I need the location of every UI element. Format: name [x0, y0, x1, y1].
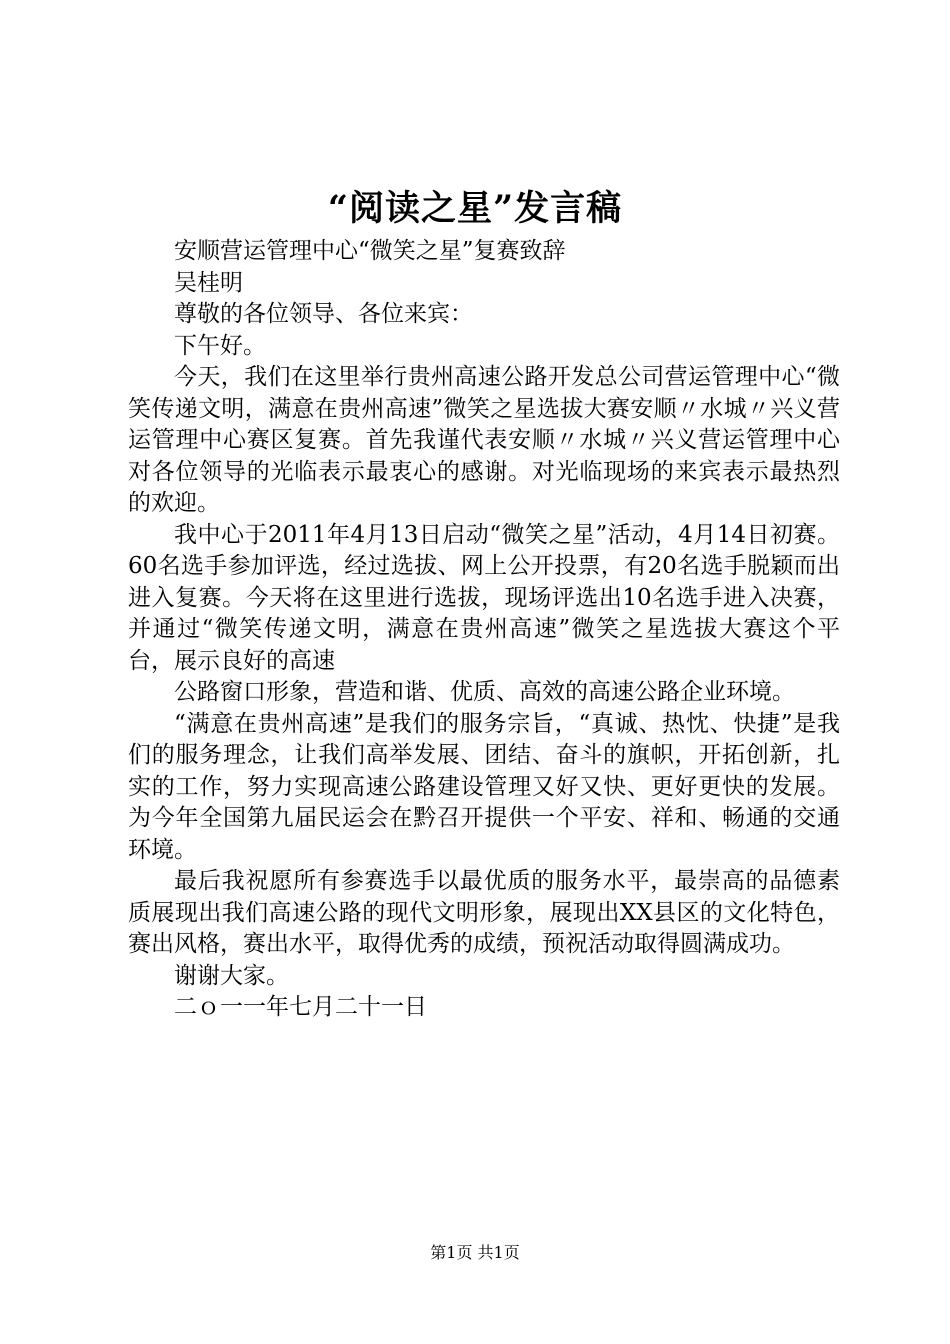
- date-line: 二ｏ一一年七月二十一日: [174, 994, 427, 1020]
- paragraph-service-purpose: “满意在贵州高速”是我们的服务宗旨，“真诚、热忱、快捷”是我们的服务理念，让我们高举发展、团结、奋斗的旗帜，开拓创新，扎实的工作，努力实现高速公路建设管理又好又快、更好更快的发展。为今年全国第九届民运会在黔召开提供一个平安、祥和、畅通的交通环境。: [128, 710, 840, 863]
- subtitle-line: 安顺营运管理中心“微笑之星”复赛致辞: [174, 238, 566, 264]
- author-line: 吴桂明: [174, 269, 243, 296]
- greeting-line: 下午好。: [174, 332, 266, 359]
- document-body: [128, 236, 840, 1024]
- paragraph-opening: 今天，我们在这里举行贵州高速公路开发总公司营运管理中心“微笑传递文明，满意在贵州高速”微笑之星选拔大赛安顺〃水城〃兴义营运管理中心赛区复赛。首先我谨代表安顺〃水城〃兴义营运管理中心对各位领导的光临表示最衷心的感谢。对光临现场的来宾表示最热烈的欢迎。: [128, 364, 840, 516]
- paragraph-event-info-cont: 公路窗口形象，营造和谐、优质、高效的高速公路企业环境。: [174, 679, 795, 705]
- paragraph-event-info: 我中心于2011年4月13日启动“微笑之星”活动，4月14日初赛。60名选手参加评选，经过选拔、网上公开投票，有20名选手脱颖而出进入复赛。今天将在这里进行选拔，现场评选出10名选手进入决赛，并通过“微笑传递文明，满意在贵州高速”微笑之星选拔大赛这个平台，展示良好的高速: [128, 521, 840, 674]
- paragraph-closing-wishes: 最后我祝愿所有参赛选手以最优质的服务水平，最崇高的品德素质展现出我们高速公路的现代文明形象，展现出XX县区的文化特色，赛出风格，赛出水平，取得优秀的成绩，预祝活动取得圆满成功。: [128, 868, 840, 957]
- page-number-footer: 第1页 共1页: [430, 1243, 520, 1262]
- document-title: “阅读之星”发言稿: [327, 188, 623, 229]
- salutation-line: 尊敬的各位领导、各位来宾：: [174, 301, 473, 327]
- thanks-line: 谢谢大家。: [174, 962, 289, 989]
